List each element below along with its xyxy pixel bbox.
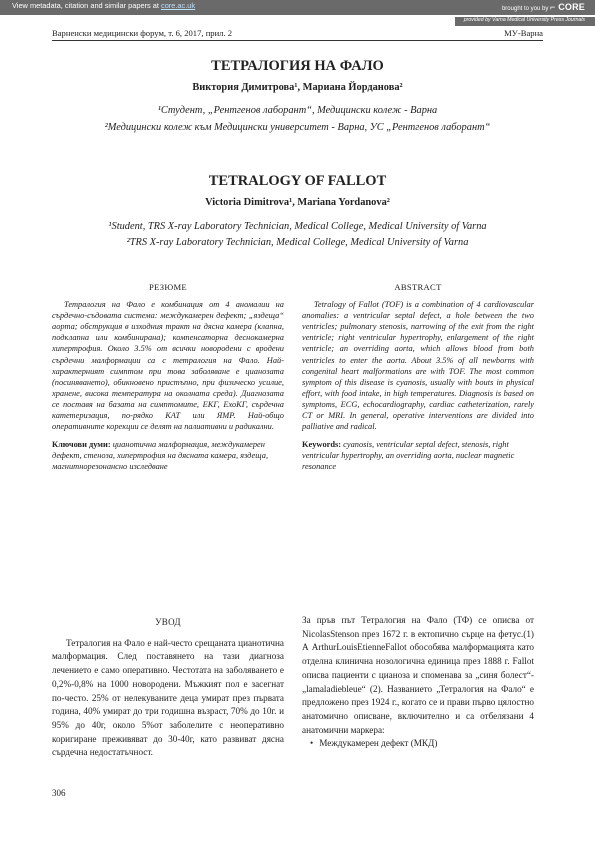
core-logo-text: CORE [558,2,585,12]
brought-by-text: brought to you by [501,6,549,12]
keywords-bg-label: Ключови думи: [52,440,111,450]
body-left-column [52,616,284,760]
bg-authors: Виктория Димитрова¹, Мариана Йорданова² [192,82,403,93]
core-logo: ⌐ CORE [550,2,585,12]
page-number: 306 [52,788,66,798]
en-affiliation-2: ²TRS X-ray Laboratory Technician, Medical College, Medical University of Varna [126,237,469,248]
provided-by-text: provided by Varna Medical University Press Journals [463,17,585,23]
core-brand[interactable] [502,2,585,12]
en-affiliation-1: ¹Student, TRS X-ray Laboratory Technician, Medical College, Medical University of Varna [108,221,487,232]
history-paragraph: За пръв път Тетралогия на Фало (ТФ) се описва от NicolasStenson през 1672 г. в ектопично сърце на фетус.(1) А ArthurLouisEtienneFallot обособява малформацията като отделна клинична нозологична единица през 1888 г. Fallot описва пациенти с цианоза и споменава за „синя болест“-„lamaladiebleue“ (2). Названието „Тетралогия на Фало“ е предложено през 1924 г., когато се и прави първо цялостно анатомично описване, включително и са отбелязани 4 анатомични маркера: [302,615,534,735]
core-metadata-link[interactable] [12,1,195,10]
abstract-en-heading: ABSTRACT [394,282,442,292]
header-rule [52,40,543,41]
bg-affiliation-1: ¹Студент, „Рентгенов лаборант“, Медицински колеж - Варна [157,105,438,116]
keywords-en-label: Keywords: [302,440,342,450]
keywords-bg [52,439,284,472]
intro-heading: УВОД [155,617,181,627]
provided-by-banner [455,17,595,26]
keywords-en-text: cyanosis, ventricular septal defect, stenosis, right ventricular hypertrophy, an overriding aorta, nuclear magnetic resonance [302,440,515,472]
core-banner [0,0,595,15]
abstract-en [302,282,534,473]
publisher-header: МУ-Варна [504,28,543,38]
abstract-bg-text: Тетралогия на Фало е комбинация от 4 аномалии на сърдечно-съдовата система: междукамерен дефект; „яздеща“ аорта; обструкция в изходния тракт на дясна камера (клапна, подклапна или комбинирана); компенсаторна деснокамерна хипертрофия. Около 3.5% от всички новородени с вродени сърдечни малформации са с тетралогия на Фало. Най-характерният симптом при това заболяване е цианозата (посиняването), обикновено пристъпно, при физическо усилие, хранене, висока температура на околната среда). Диагнозата се поставя на базата на симптомите, ЕКГ, ЕхоКГ, сърдечна катетеризация, по-рядко КАТ или ЯМР. Най-общо оперативните корекции се делят на палиативни и радикални. [52,300,284,432]
bg-affiliation-2: ²Медицински колеж към Медицински университет - Варна, УС „Рентгенов лаборант“ [104,122,491,133]
intro-paragraph: Тетралогия на Фало е най-често срещаната цианотична малформация. След поставянето на тази диагноза лечението е само оперативно. Честотата на заболяването е 0,2%-0,8% на 1000 новородени. Мъжкият пол е засегнат по-често. 25% от нелекуваните деца умират през първата година, 40% умират до три годишна възраст, 70% до 10г. и 95% до 40г, около 5%от заболелите с неоперативно коригиране преживяват до 30-40г, като развиват дясна сърдечна недостатъчност. [52,637,284,758]
core-link-text: View metadata, citation and similar papers at [12,1,159,10]
en-authors: Victoria Dimitrova¹, Mariana Yordanova² [205,197,390,208]
keywords-bg-text: цианотична малформация, междукамерен дефект, стеноза, хипертрофия на дясната камера, яздеща, магнитнорезонансно изследване [52,440,269,472]
journal-header: Варненски медицински форум, т. 6, 2017, прил. 2 [52,28,233,38]
list-item [310,737,534,751]
list-item-text: Междукамерен дефект (МКД) [319,738,438,749]
en-title: TETRALOGY OF FALLOT [208,173,387,189]
abstract-bg [52,282,284,473]
keywords-en [302,439,534,472]
abstract-bg-heading: РЕЗЮМЕ [149,282,187,292]
core-site-link[interactable]: core.ac.uk [161,1,196,10]
bg-title: ТЕТРАЛОГИЯ НА ФАЛО [211,58,384,74]
body-right-column [302,614,534,751]
abstract-en-text: Tetralogy of Fallot (TOF) is a combination of 4 cardiovascular anomalies: a ventricular septal defect, a hole between the two ventricles; pulmonary stenosis, narrowing of the exit from the right ventricle; right ventricular hypertrophy, enlargement of the right ventricle; an overriding aorta, which allows blood from both ventricles to enter the aorta. About 3.5% of all newborns with congenital heart malformations are with TOF. The most common symptom of this disease is cyanosis, usually with bouts in physical effort, with food intake, in high temperatures. Diagnosis is based on symptoms, ECG, echocardiography, cardiac catheterization, rarely CT or MRI. In general, operative interventions are divided into palliative and radical. [302,300,534,432]
bullet-icon: • [310,738,314,749]
